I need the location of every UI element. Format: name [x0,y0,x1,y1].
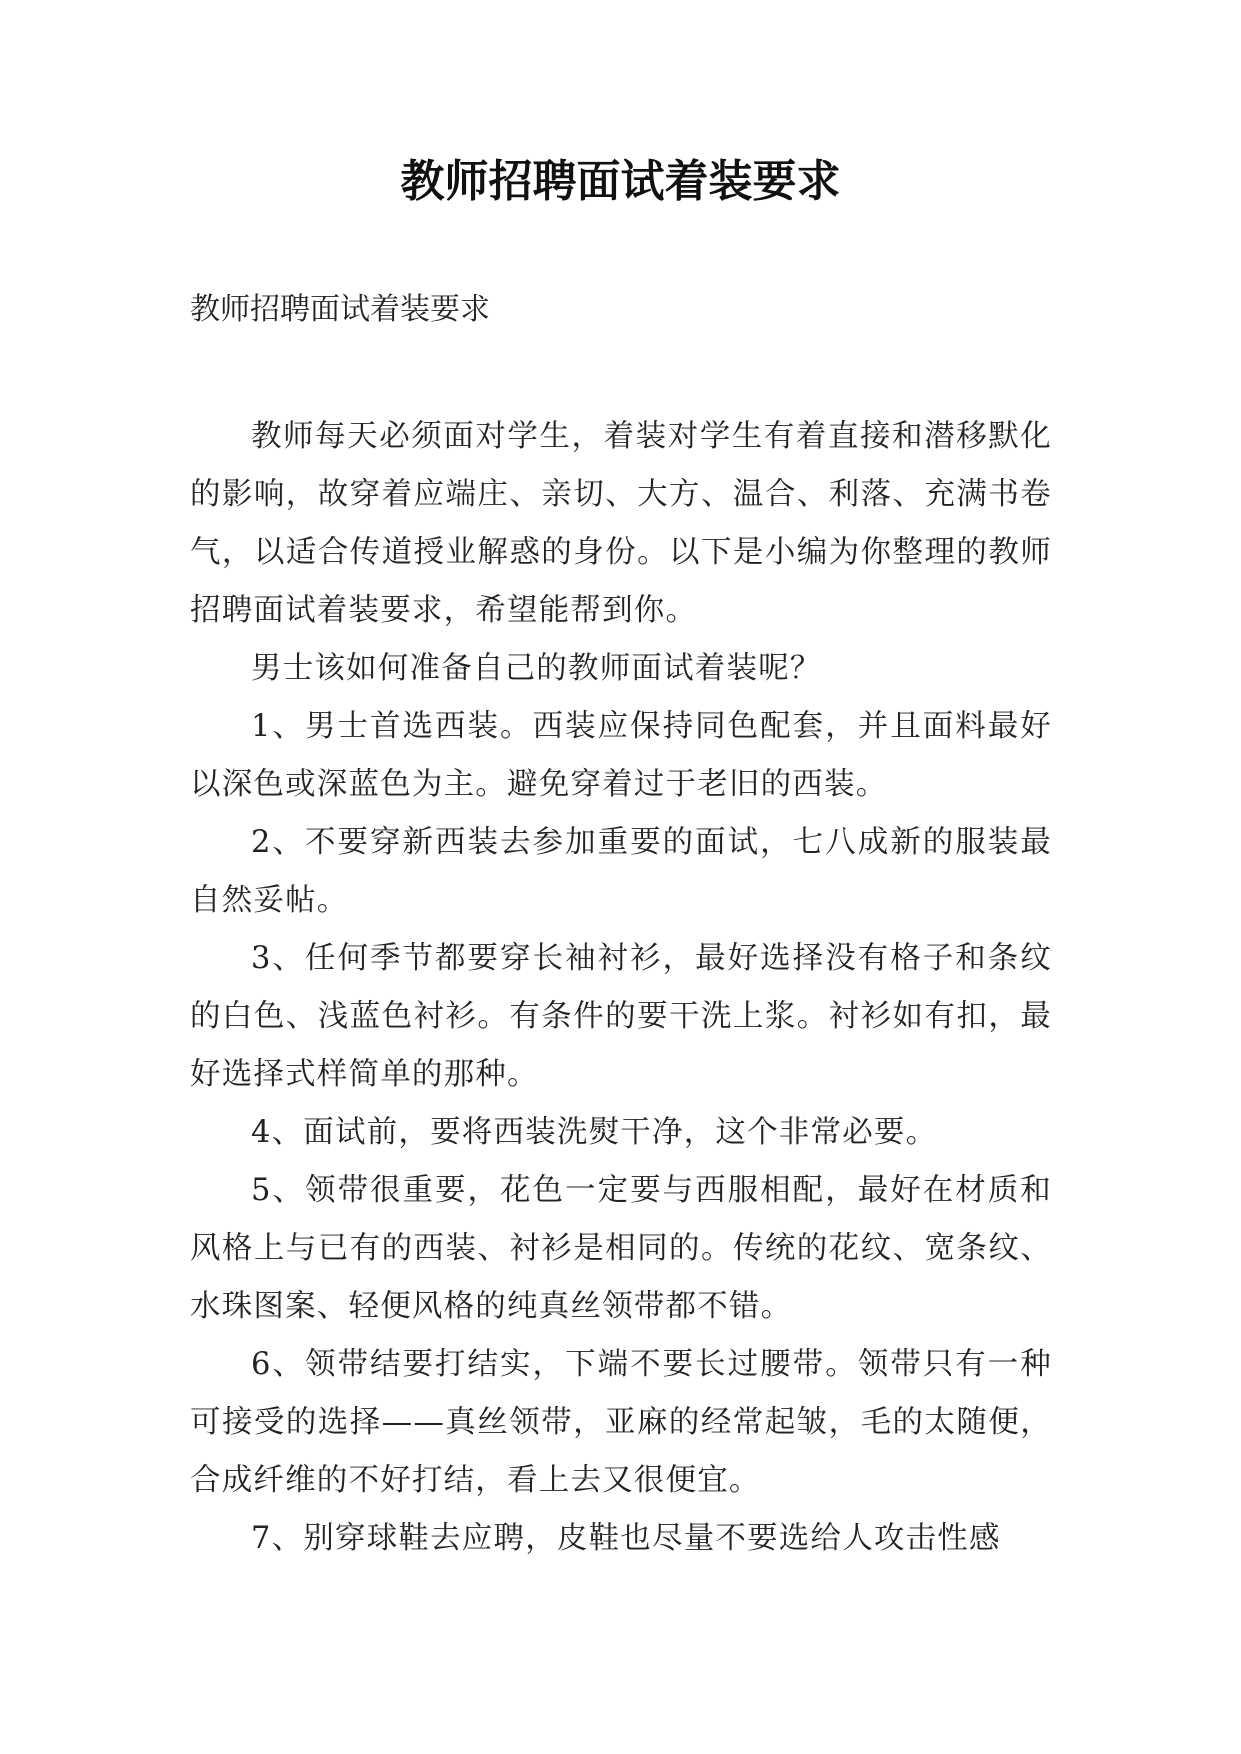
document-subtitle: 教师招聘面试着装要求 [190,292,490,327]
paragraph-question: 男士该如何准备自己的教师面试着装呢？ [251,651,822,686]
paragraph-item-6: 6、领带结要打结实，下端不要长过腰带。领带只有一种可接受的选择——真丝领带，亚麻的经常起皱，毛的太随便，合成纤维的不好打结，看上去又很便宜。 [190,1347,1052,1498]
paragraph-item-2: 2、不要穿新西装去参加重要的面试，七八成新的服装最自然妥帖。 [190,825,1052,918]
document-body [190,408,1052,1568]
paragraph-item-3: 3、任何季节都要穿长袖衬衫，最好选择没有格子和条纹的白色、浅蓝色衬衫。有条件的要干洗上浆。衬衫如有扣，最好选择式样简单的那种。 [190,941,1052,1092]
paragraph-item-7: 7、别穿球鞋去应聘，皮鞋也尽量不要选给人攻击性感 [251,1521,1001,1556]
document-title: 教师招聘面试着装要求 [400,156,841,207]
paragraph-item-4: 4、面试前，要将西装洗熨干净，这个非常必要。 [251,1115,938,1150]
paragraph-intro: 教师每天必须面对学生，着装对学生有着直接和潜移默化的影响，故穿着应端庄、亲切、大方、温合、利落、充满书卷气，以适合传道授业解惑的身份。以下是小编为你整理的教师招聘面试着装要求，希望能帮到你。 [190,419,1052,628]
paragraph-item-5: 5、领带很重要，花色一定要与西服相配，最好在材质和风格上与已有的西装、衬衫是相同的。传统的花纹、宽条纹、水珠图案、轻便风格的纯真丝领带都不错。 [190,1173,1052,1324]
paragraph-item-1: 1、男士首选西装。西装应保持同色配套，并且面料最好以深色或深蓝色为主。避免穿着过于老旧的西装。 [190,709,1052,802]
